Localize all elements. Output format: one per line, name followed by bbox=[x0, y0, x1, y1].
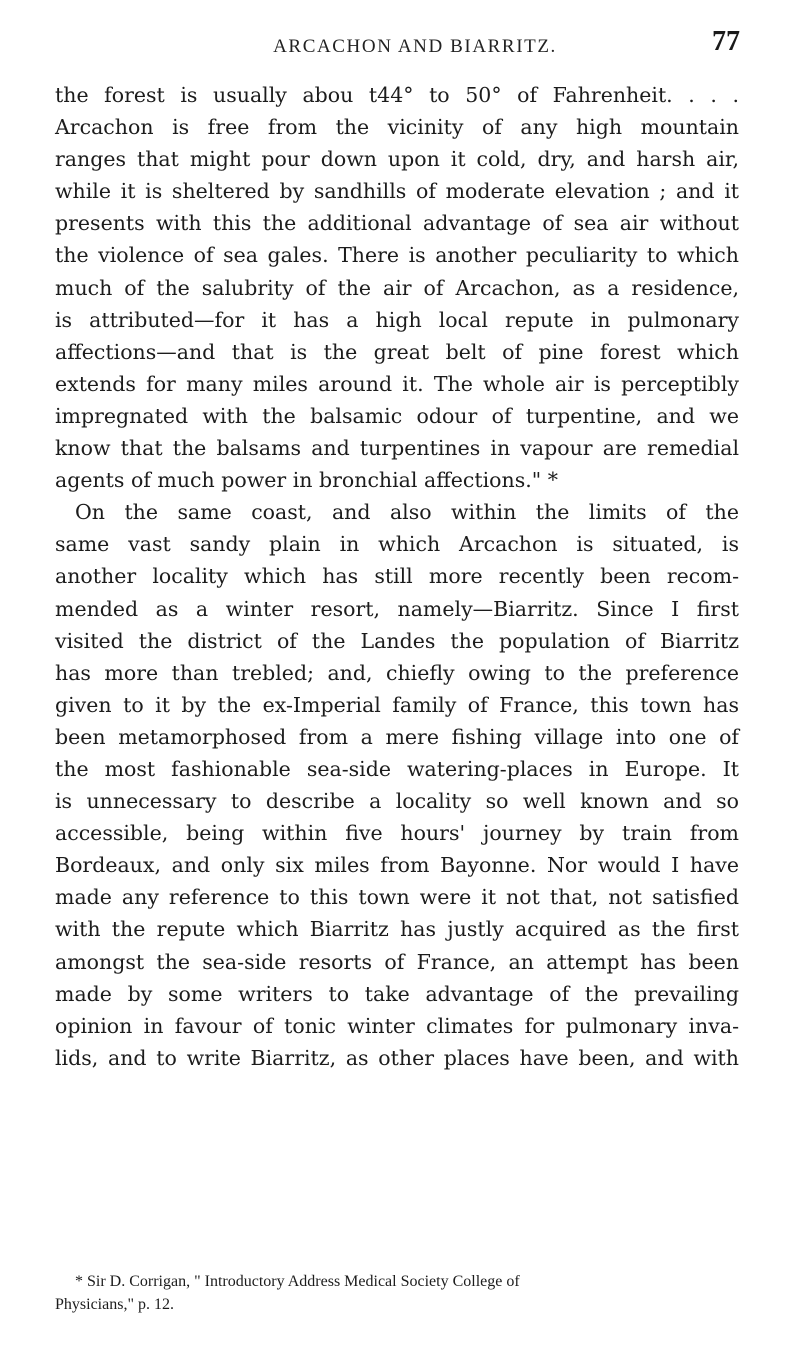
text-line: is attributed—for it has a high local repute in pulmonary bbox=[55, 307, 739, 332]
paragraph-start-line: On the same coast, and also within the limits of the bbox=[75, 500, 739, 525]
text-line: made by some writers to take advantage of the prevailing bbox=[55, 981, 739, 1006]
text-line: is unnecessary to describe a locality so well known and so bbox=[55, 789, 739, 814]
text-line: with the repute which Biarritz has justly acquired as the first bbox=[55, 917, 739, 942]
text-line: much of the salubrity of the air of Arcachon, as a residence, bbox=[55, 275, 739, 300]
text-line: opinion in favour of tonic winter climates for pulmonary inva- bbox=[55, 1013, 739, 1038]
text-line: affections—and that is the great belt of pine forest which bbox=[55, 339, 739, 364]
text-line: amongst the sea-side resorts of France, an attempt has been bbox=[55, 949, 739, 974]
running-title: ARCACHON AND BIARRITZ. bbox=[273, 36, 557, 57]
running-header bbox=[90, 26, 740, 64]
text-line: lids, and to write Biarritz, as other places have been, and with bbox=[55, 1045, 739, 1070]
text-line: Arcachon is free from the vicinity of any high mountain bbox=[55, 115, 739, 140]
text-line: another locality which has still more recently been recom- bbox=[55, 564, 739, 589]
text-line: while it is sheltered by sandhills of moderate elevation ; and it bbox=[55, 179, 739, 204]
text-line: same vast sandy plain in which Arcachon is situated, is bbox=[55, 532, 739, 557]
text-line: the forest is usually abou t44° to 50° of Fahrenheit. . . . bbox=[55, 83, 739, 107]
text-line: extends for many miles around it. The whole air is perceptibly bbox=[55, 371, 739, 396]
footnote bbox=[55, 1270, 739, 1316]
text-line: visited the district of the Landes the population of Biarritz bbox=[55, 628, 739, 653]
text-line: been metamorphosed from a mere fishing village into one of bbox=[55, 724, 739, 749]
footnote-line: * Sir D. Corrigan, " Introductory Address Medical Society College of bbox=[75, 1273, 520, 1290]
body-text bbox=[55, 79, 739, 1074]
page-number: 77 bbox=[712, 26, 740, 57]
text-line: accessible, being within five hours' journey by train from bbox=[55, 821, 739, 846]
text-line: the violence of sea gales. There is another peculiarity to which bbox=[55, 243, 739, 268]
text-line: mended as a winter resort, namely—Biarritz. Since I first bbox=[55, 596, 739, 621]
text-line: know that the balsams and turpentines in vapour are remedial bbox=[55, 436, 739, 461]
text-line: given to it by the ex-Imperial family of France, this town has bbox=[55, 692, 739, 717]
text-line: ranges that might pour down upon it cold, dry, and harsh air, bbox=[55, 147, 739, 172]
text-line: has more than trebled; and, chiefly owing to the preference bbox=[55, 660, 739, 685]
text-line: presents with this the additional advantage of sea air without bbox=[55, 211, 739, 236]
footnote-line: Physicians," p. 12. bbox=[55, 1296, 174, 1313]
text-line: the most fashionable sea-side watering-places in Europe. It bbox=[55, 756, 739, 781]
text-line: impregnated with the balsamic odour of turpentine, and we bbox=[55, 403, 739, 428]
text-line: Bordeaux, and only six miles from Bayonne. Nor would I have bbox=[55, 853, 739, 878]
text-line: made any reference to this town were it not that, not satisfied bbox=[55, 885, 739, 910]
text-line: agents of much power in bronchial affections." * bbox=[55, 468, 558, 493]
